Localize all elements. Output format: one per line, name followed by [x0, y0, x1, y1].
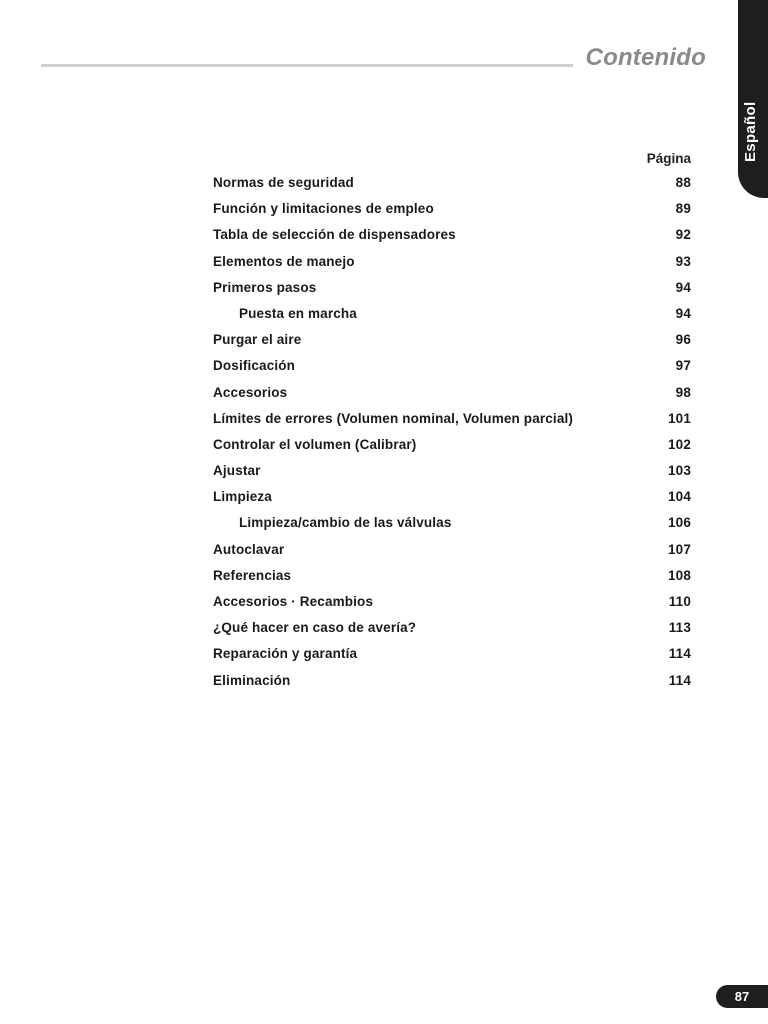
page-number-badge: 87	[716, 985, 768, 1008]
toc-entry[interactable]	[213, 673, 691, 699]
toc-entry-label: Autoclavar	[213, 541, 285, 557]
toc-subentry[interactable]	[213, 306, 691, 332]
page-title: Contenido	[585, 44, 706, 71]
toc-entry[interactable]	[213, 542, 691, 568]
toc-entry-label: Purgar el aire	[213, 332, 302, 348]
toc-entry-page: 102	[668, 436, 691, 452]
toc-entry-page: 89	[675, 201, 691, 217]
toc-entry-page: 114	[668, 646, 691, 662]
toc-entry[interactable]	[213, 411, 691, 437]
toc-entry-page: 107	[668, 541, 691, 557]
toc-entry-label: Ajustar	[213, 463, 261, 479]
toc-entry[interactable]	[213, 463, 691, 489]
toc-entry-page: 92	[675, 227, 691, 243]
toc-entry[interactable]	[213, 620, 691, 646]
toc-entry[interactable]	[213, 568, 691, 594]
toc-entry-page: 110	[668, 594, 691, 609]
toc-entry-label: Elementos de manejo	[213, 253, 355, 269]
toc-entry-page: 96	[675, 332, 691, 348]
toc-entry-page: 113	[668, 620, 691, 636]
toc-entry[interactable]	[213, 175, 691, 201]
toc-entry-label: Primeros pasos	[213, 279, 317, 295]
toc-entry-label: ¿Qué hacer en caso de avería?	[213, 620, 417, 636]
toc-entry-label: Tabla de selección de dispensadores	[213, 227, 456, 243]
toc-entry-label: Eliminación	[213, 672, 291, 688]
toc-entry-label: Accesorios · Recambios	[213, 594, 374, 609]
toc-entry-page: 93	[675, 253, 691, 269]
toc-entry[interactable]	[213, 332, 691, 358]
toc-entry-label: Dosificación	[213, 358, 296, 374]
toc-entry-page: 94	[675, 279, 691, 295]
toc-entry[interactable]	[213, 646, 691, 672]
toc-subentry[interactable]	[213, 515, 691, 541]
toc-entry-label: Límites de errores (Volumen nominal, Volumen parcial)	[213, 410, 574, 426]
toc-entry[interactable]	[213, 358, 691, 384]
toc-entry[interactable]	[213, 594, 691, 620]
toc-entry-page: 114	[668, 672, 691, 688]
toc-entry-label: Controlar el volumen (Calibrar)	[213, 436, 417, 452]
toc-entry-page: 94	[675, 305, 691, 321]
toc-entry[interactable]	[213, 280, 691, 306]
toc-entry[interactable]	[213, 201, 691, 227]
toc-entry-page: 106	[668, 515, 691, 531]
toc-entry-label: Limpieza	[213, 489, 272, 505]
toc-entry-page: 98	[675, 384, 691, 400]
toc-entry[interactable]	[213, 254, 691, 280]
toc-entry-page: 101	[668, 410, 691, 426]
toc-entry-page: 103	[668, 463, 691, 479]
page-column-heading: Página	[646, 151, 691, 166]
toc-entry-page: 88	[675, 175, 691, 190]
toc-entry-label: Limpieza/cambio de las válvulas	[239, 515, 452, 531]
toc-entry-label: Referencias	[213, 567, 292, 583]
toc-entry-label: Función y limitaciones de empleo	[213, 201, 434, 217]
toc-entry[interactable]	[213, 227, 691, 253]
table-of-contents	[213, 149, 691, 699]
language-tab-label-wrap	[742, 92, 764, 162]
language-tab-label: Español	[742, 101, 759, 162]
toc-entry-label: Reparación y garantía	[213, 646, 358, 662]
toc-entry-page: 108	[668, 567, 691, 583]
toc-entry[interactable]	[213, 385, 691, 411]
toc-entry-page: 97	[675, 358, 691, 374]
toc-entry[interactable]	[213, 437, 691, 463]
header-rule	[41, 64, 573, 67]
toc-entry-label: Normas de seguridad	[213, 175, 354, 190]
toc-entry-label: Accesorios	[213, 384, 288, 400]
toc-entry-label: Puesta en marcha	[239, 305, 357, 321]
toc-entry-page: 104	[668, 489, 691, 505]
toc-entry[interactable]	[213, 489, 691, 515]
